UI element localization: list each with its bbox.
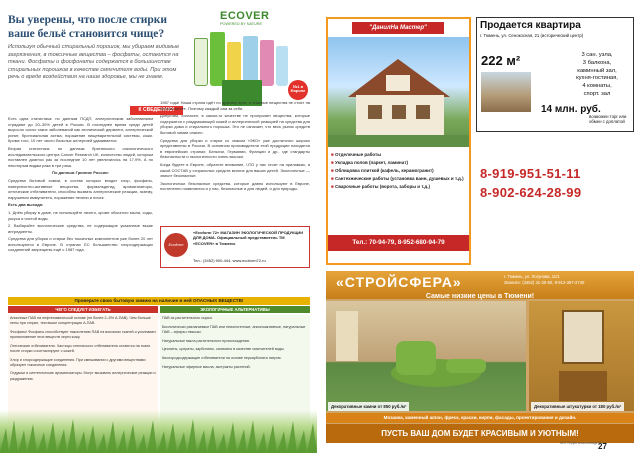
stroysfera-header	[326, 271, 634, 299]
number-one-badge: №1 в Европе	[288, 80, 308, 100]
paragraph: Средства для уборки и стирки со знаком «ЭКО» уже достаточно широко представлены в России. В основном производители этой продукции находятся в европейских странах: Бельгии, Германии, Франции и др., где стандарты безопасности и экологичности очень высоки.	[160, 137, 310, 160]
flat-note: возможен торг или обмен с доплатой	[589, 114, 627, 124]
paragraph: Допустим, согласен, в каком-то качестве не пропускает вещества, которые содержатся с раздражающей кожей и аллергической реакцией на средства для уборки дома и стирального порошка. Это не означает, что весь рынок средств бытовой химии опасен.	[160, 113, 310, 135]
alternatives-column-title: ЭКОЛОГИЧНЫЕ АЛЬТЕРНАТИВЫ	[160, 306, 310, 313]
stroysfera-tagline: Самые низкие цены в Тюмени!	[425, 293, 535, 300]
paragraph: 2. Выбирайте экологические средства, не содержащие указанные выше ингредиенты.	[8, 223, 153, 234]
avoid-item: Отдушки и синтетические ароматизаторы. Могут вызывать аллергические реакции и раздражения.	[10, 371, 156, 381]
paragraph: 1987 года! Наша страна идёт по другому пути, и опасные вещества не стоят на первом месте. Поэтому каждый сам за себя.	[160, 100, 310, 111]
feature-item: 4 комнаты,	[582, 83, 612, 90]
product-bottle	[210, 32, 225, 86]
ecoform-logo: Ecoform	[164, 233, 188, 257]
flat-area: 222 м²	[481, 53, 521, 68]
flat-title: Продается квартира	[480, 20, 581, 31]
paragraph: Есть одна статистика: по данным ПСДП, аллергическим заболеваниям страдают до 20–30% детей в России. В последнее время среди детей выросло число таких заболеваний как атопический дерматит, аллергический ринит, бронхиальная астма, поражение пищеварительной системы, кожи. Кроме того, 10 лет число больных аллергией удваивается.	[8, 116, 153, 144]
address-line: г. Тюмень, ул. Логунова, 11/1	[504, 274, 560, 279]
magazine-footer: КОТТЕДЖ www.kottage72.ru	[560, 441, 606, 445]
alternative-item: Цеолиты, цитраты, карбонаты, силикаты в качестве смягчителей воды.	[162, 347, 285, 352]
section-title: К СВЕДЕНИЮ!	[130, 106, 183, 115]
avoid-item: Фосфаты! Фосфаты способствуют накоплению ПАВ на волокнах тканей и усиливают проникновение этих веществ через кожу.	[10, 329, 156, 340]
stroysfera-slogan: ПУСТЬ ВАШ ДОМ БУДЕТ КРАСИВЫМ И УЮТНЫМ!	[326, 424, 634, 443]
services-list	[328, 151, 469, 190]
caption-plaster: Декоративные штукатурки от 180 руб./м²	[531, 402, 624, 411]
paragraph: 1. Днём убирку в доме, не используйте ничего, кроме обычного мыла, соды, уксуса и чистой воды.	[8, 209, 153, 221]
danila-logo: "ДанилНа Мастер"	[352, 22, 444, 34]
paragraph: Средства бытовой химии, в состав которых входят хлор, фосфаты, поверхностно-активные вещества, формальдегид, ароматизаторы, оптические отбеливатели, способны вызвать аллергические реакции, экзему, нарушения иммунитета, поражение печени и почек.	[8, 177, 153, 200]
caption-stones: Декоративные камни от 850 руб./м²	[328, 402, 409, 411]
alternative-item: Натуральные мыла растительного происхождения.	[162, 338, 250, 343]
interior-photo-chair	[326, 301, 526, 411]
flat-photo	[481, 72, 531, 112]
left-page	[0, 0, 317, 453]
alternative-item: ПАВ из растительного сырья.	[162, 316, 213, 320]
right-page	[320, 0, 640, 453]
avoid-item: Оптические отбеливатели. Частицы оптического отбеливателя остаются на ткани после стирки и контактируют с кожей.	[10, 343, 151, 353]
ecover-tagline: POWERED BY NATURE	[220, 22, 263, 26]
ecover-logo: ECOVER	[220, 10, 270, 22]
interior-photo-wall	[529, 301, 634, 411]
product-bottle	[260, 40, 274, 86]
danila-phone: Тел.: 70-94-79, 8-952-680-94-79	[328, 235, 469, 251]
service-item: ■ Сварочные работы (ворота, заборы и т.д.)	[331, 183, 430, 189]
contact-phone-1: 8-919-951-51-11	[480, 166, 581, 181]
contacts-line: Звоните: (3452) 31-30-50, 8-912-397-2740	[504, 279, 585, 285]
feature-item: кухня-гостиная,	[576, 75, 618, 82]
service-item: ■ Облицовка плиткой (кафель, керамогранит)	[331, 167, 434, 173]
avoid-item: Хлор и хлорсодержащие соединения. При смешивании с другими веществами образуют токсичные соединения.	[10, 357, 146, 367]
danila-master-ad	[326, 17, 471, 265]
flat-price: 14 млн. руб.	[541, 104, 601, 115]
ecover-product-image	[192, 10, 310, 110]
product-bottle	[276, 46, 288, 86]
flat-features	[561, 52, 633, 99]
comparison-column-headers	[8, 306, 310, 313]
paragraph-heading: Есть два выхода:	[8, 202, 44, 208]
alternative-item: Биологически разлагаемые ПАВ или неионогенные, анионоактивные, натуральные ПАВ – эфиры глюкозы.	[162, 324, 306, 334]
paragraph: Экологически безопасные средства, которые давно используют в Европе, постепенно появляются и у нас, безопасные и для людей, и для природы.	[160, 180, 310, 192]
grass-blades	[0, 410, 317, 453]
service-item: ■ Сантехнические работы (установка ванн, душевых и т.д.)	[331, 175, 464, 181]
article-column-1	[8, 116, 153, 294]
avoid-column-title: ЧЕГО СЛЕДУЕТ ИЗБЕГАТЬ	[8, 306, 158, 313]
service-item: ■ Укладка полов (паркет, ламинат)	[331, 159, 408, 165]
paragraph: Средства для уборки и стирки без токсичных компонентов уже более 20 лет используются в Европе. В странах ЕС большинство хлорсодержащих соединений запрещены ещё с 1987 года.	[8, 236, 153, 253]
chair-illustration	[326, 301, 526, 411]
feature-item: 3 балкона,	[582, 59, 612, 66]
house-photo	[328, 37, 469, 147]
stroysfera-logo: «СТРОЙСФЕРА»	[336, 274, 462, 290]
promo-text: «Ecoform 72» МАГАЗИН ЭКОЛОГИЧЕСКОЙ ПРОДУКЦИИ ДЛЯ ДОМА. Официальный представитель ТМ «ECOVER» в Тюмени.	[193, 230, 304, 246]
grass-decoration	[0, 410, 317, 453]
feature-item: спорт. зал	[583, 91, 611, 98]
flat-address: г. Тюмень, ул. Сенокосная, 21 (исторический центр)	[480, 33, 584, 38]
paragraph-heading: По данным Гринпис России:	[52, 170, 109, 176]
alternative-item: Кислородсодержащие отбеливатели на основе перкарбоната натрия.	[162, 355, 282, 360]
house-illustration	[328, 37, 469, 147]
product-bottle	[194, 38, 208, 86]
stroysfera-services: Мозаика, каменный шпон, фреск, краски, кирпи, фасады, проектирование и дизайн.	[326, 413, 634, 423]
ecoform-promo	[160, 226, 310, 268]
paragraph: Когда будете в Европе, обратите внимание, ЧТО у нас стоит на прилавках, а какой СОСТАВ у стиральных средств многих для ваших детей. Экологичные — значит безопасные.	[160, 161, 310, 179]
article-headline: Вы уверены, что после стирки ваше бельё становится чище?	[8, 14, 167, 40]
promo-contact: Тел.: (3452) 900-444, www.ecoform72.ru	[193, 258, 266, 263]
stroysfera-ad	[326, 271, 634, 443]
feature-item: 3 сан. узла,	[581, 52, 613, 58]
apartment-sale-ad	[476, 17, 634, 132]
comparison-heading: Проверьте свою бытовую химию на наличие в ней ОПАСНЫХ ВЕЩЕСТВ!	[8, 297, 310, 305]
article-intro: Используя обычный стиральный порошок, мы убираем видимые загрязнения, в токсичные вещества – фосфаты, остаются на ткани. Фосфаты и фосфонаты содержатся в большинстве стиральных порошков в качестве смягчителя воды. При этом речь о вреде воздействия на наше здоровье, мы не знаем.	[8, 44, 180, 81]
stroysfera-address	[504, 274, 632, 286]
page-number: 27	[598, 442, 607, 451]
feature-item: каминный зал,	[577, 67, 617, 74]
service-item: ■ Отделочные работы	[331, 152, 382, 157]
wall-illustration	[529, 301, 634, 411]
article-column-2	[160, 100, 310, 220]
avoid-item: Анионные ПАВ на нефтехимической основе (не более 2–5% А-ПАВ). Чем больше пены при стирке, тем выше концентрация А-ПАВ.	[10, 316, 151, 326]
contact-phone-2: 8-902-624-28-99	[480, 185, 582, 200]
ad-header	[328, 19, 469, 36]
paragraph: Вторая статистика: по данным британского онкологического исследовательского центра Cancer Research UK, количество людей, которым поставлен диагноз рак за последние 10 лет увеличилось на 17,9%. А по некоторым видам рака в три раза.	[8, 145, 153, 168]
product-bottle	[243, 36, 258, 86]
alternative-item: Натуральные эфирные масла, экстракты растений.	[162, 364, 251, 369]
